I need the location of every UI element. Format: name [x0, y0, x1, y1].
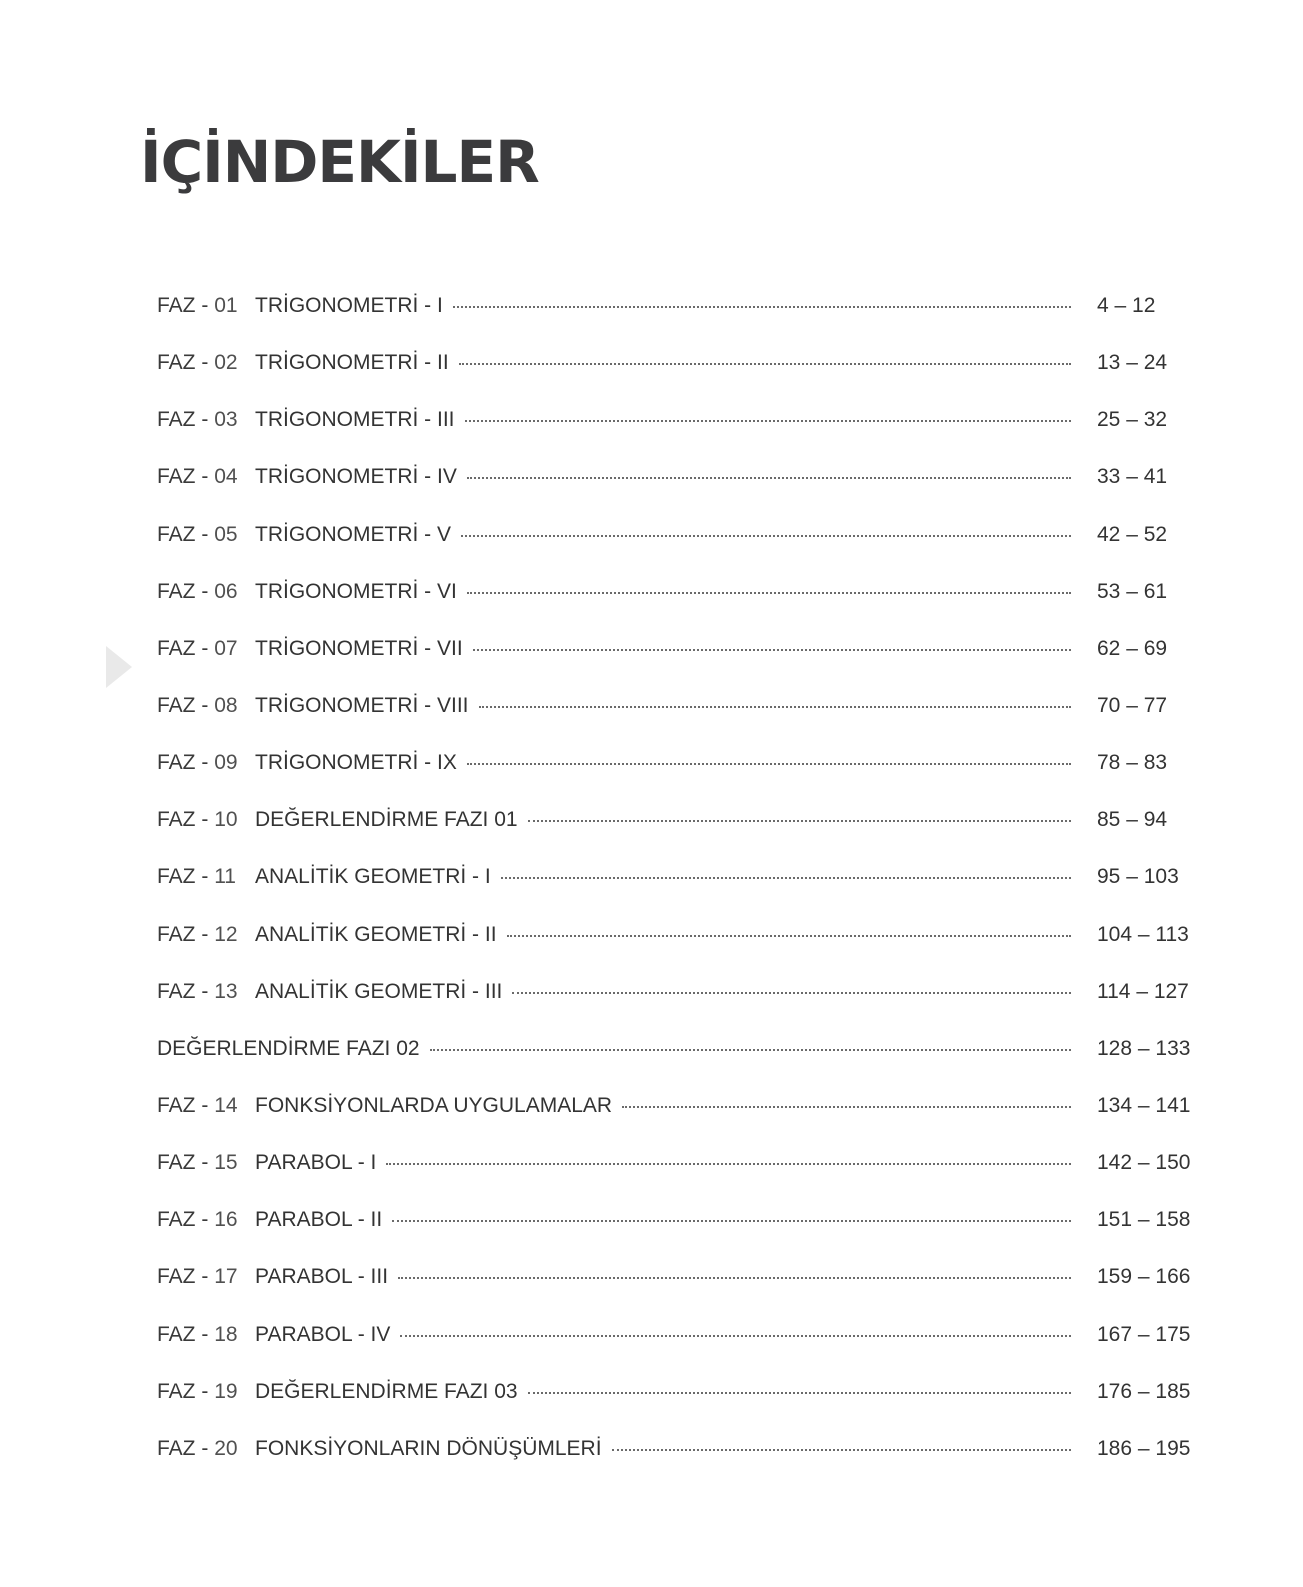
- entry-title: PARABOL - IV: [255, 1322, 391, 1346]
- phase-prefix: FAZ -: [157, 1379, 209, 1403]
- phase-label: [157, 855, 255, 899]
- page-range: 4 – 12: [1097, 294, 1156, 317]
- dot-leader: [430, 1049, 1071, 1051]
- dot-leader: [528, 820, 1071, 822]
- toc-entry[interactable]: [157, 398, 1197, 455]
- page-range: 13 – 24: [1097, 351, 1168, 375]
- dot-leader: [459, 363, 1071, 365]
- page-range: 85 – 94: [1097, 808, 1168, 832]
- entry-title: PARABOL - III: [255, 1265, 389, 1289]
- phase-prefix: FAZ -: [157, 522, 209, 546]
- phase-prefix: FAZ -: [157, 465, 209, 489]
- dot-leader: [622, 1106, 1071, 1108]
- phase-label: [157, 1255, 255, 1299]
- toc-entry[interactable]: [157, 455, 1197, 512]
- page-range: 42 – 52: [1097, 522, 1168, 546]
- phase-number: 07: [214, 636, 238, 660]
- phase-prefix: FAZ -: [157, 979, 209, 1003]
- toc-entry[interactable]: [157, 913, 1197, 970]
- phase-label: [157, 284, 255, 328]
- toc-entry[interactable]: [157, 684, 1197, 741]
- phase-prefix: FAZ -: [157, 751, 209, 775]
- phase-number: 20: [214, 1436, 238, 1460]
- page-range: 25 – 32: [1097, 408, 1168, 432]
- phase-label: [157, 1370, 255, 1414]
- phase-label: [157, 627, 255, 671]
- page-range: 114 – 127: [1097, 979, 1189, 1003]
- toc-entry[interactable]: [157, 1027, 1197, 1084]
- phase-label: [157, 398, 255, 442]
- phase-label: [157, 741, 255, 785]
- dot-leader: [467, 592, 1071, 594]
- phase-number: 18: [214, 1322, 238, 1346]
- entry-title: TRİGONOMETRİ - VIII: [255, 693, 469, 717]
- entry-title: DEĞERLENDİRME FAZI 01: [255, 808, 518, 832]
- phase-number: 14: [214, 1093, 238, 1117]
- dot-leader: [612, 1449, 1071, 1451]
- dot-leader: [392, 1220, 1071, 1222]
- phase-label: [157, 455, 255, 499]
- phase-label: [157, 913, 255, 957]
- phase-prefix: FAZ -: [157, 922, 209, 946]
- dot-leader: [465, 420, 1072, 422]
- entry-title: ANALİTİK GEOMETRİ - I: [255, 865, 491, 889]
- entry-title: ANALİTİK GEOMETRİ - III: [255, 979, 503, 1003]
- phase-prefix: FAZ -: [157, 865, 209, 889]
- phase-number: 02: [214, 351, 238, 375]
- page-title: İÇİNDEKİLER: [140, 128, 539, 196]
- phase-label: [157, 1313, 255, 1357]
- page-range: 70 – 77: [1097, 693, 1168, 717]
- phase-number: 04: [214, 465, 238, 489]
- entry-title: PARABOL - II: [255, 1208, 383, 1232]
- phase-prefix: FAZ -: [157, 1322, 209, 1346]
- page-range: 53 – 61: [1097, 579, 1168, 603]
- dot-leader: [528, 1392, 1071, 1394]
- toc-entry[interactable]: [157, 1255, 1197, 1312]
- page-range: 128 – 133: [1097, 1036, 1191, 1060]
- dot-leader: [398, 1277, 1071, 1279]
- phase-prefix: FAZ -: [157, 1436, 209, 1460]
- toc-entry[interactable]: [157, 1198, 1197, 1255]
- phase-label: [157, 684, 255, 728]
- dot-leader: [507, 935, 1071, 937]
- entry-title: TRİGONOMETRİ - IX: [255, 751, 457, 775]
- phase-prefix: FAZ -: [157, 351, 209, 375]
- toc-entry[interactable]: [157, 855, 1197, 912]
- toc-entry[interactable]: [157, 513, 1197, 570]
- dot-leader: [461, 535, 1071, 537]
- phase-prefix: FAZ -: [157, 1151, 209, 1175]
- phase-label: [157, 1084, 255, 1128]
- phase-number: 01: [214, 294, 238, 317]
- page-range: 142 – 150: [1097, 1151, 1191, 1175]
- page-range: 33 – 41: [1097, 465, 1168, 489]
- page-range: 104 – 113: [1097, 922, 1189, 946]
- phase-number: 11: [214, 865, 236, 889]
- page-range: 159 – 166: [1097, 1265, 1191, 1289]
- entry-title: FONKSİYONLARDA UYGULAMALAR: [255, 1093, 613, 1117]
- entry-title: TRİGONOMETRİ - II: [255, 351, 449, 375]
- phase-prefix: FAZ -: [157, 408, 209, 432]
- phase-label: [157, 1198, 255, 1242]
- phase-prefix: FAZ -: [157, 693, 209, 717]
- phase-label: [157, 1141, 255, 1185]
- phase-prefix: FAZ -: [157, 1265, 209, 1289]
- dot-leader: [467, 763, 1071, 765]
- toc-entry[interactable]: [157, 970, 1197, 1027]
- entry-title: TRİGONOMETRİ - IV: [255, 465, 457, 489]
- phase-number: 10: [214, 808, 238, 832]
- entry-title: TRİGONOMETRİ - I: [255, 294, 443, 317]
- phase-label: [157, 970, 255, 1014]
- page-range: 176 – 185: [1097, 1379, 1191, 1403]
- toc-entry[interactable]: [157, 341, 1197, 398]
- phase-prefix: FAZ -: [157, 294, 209, 317]
- toc-entry[interactable]: [157, 1313, 1197, 1370]
- phase-number: 12: [214, 922, 238, 946]
- toc-entry[interactable]: [157, 627, 1197, 684]
- phase-number: 17: [214, 1265, 238, 1289]
- page-range: 186 – 195: [1097, 1436, 1191, 1460]
- page-range: 78 – 83: [1097, 751, 1168, 775]
- entry-title: ANALİTİK GEOMETRİ - II: [255, 922, 497, 946]
- entry-title: TRİGONOMETRİ - VII: [255, 636, 463, 660]
- phase-prefix: FAZ -: [157, 1208, 209, 1232]
- phase-number: 03: [214, 408, 238, 432]
- page-range: 95 – 103: [1097, 865, 1179, 889]
- page-range: 62 – 69: [1097, 636, 1168, 660]
- phase-label: [157, 798, 255, 842]
- entry-title: PARABOL - I: [255, 1151, 377, 1175]
- page-range: 134 – 141: [1097, 1093, 1191, 1117]
- phase-label: [157, 513, 255, 557]
- phase-number: 08: [214, 693, 238, 717]
- entry-title: TRİGONOMETRİ - VI: [255, 579, 457, 603]
- phase-label: [157, 341, 255, 385]
- dot-leader: [512, 992, 1071, 994]
- dot-leader: [467, 477, 1071, 479]
- toc-entry[interactable]: [157, 1141, 1197, 1198]
- toc-entry[interactable]: [157, 1427, 1197, 1484]
- toc-entry[interactable]: [157, 1084, 1197, 1141]
- phase-number: 05: [214, 522, 238, 546]
- phase-prefix: FAZ -: [157, 579, 209, 603]
- phase-label: [157, 570, 255, 614]
- phase-number: 09: [214, 751, 238, 775]
- dot-leader: [479, 706, 1072, 708]
- entry-title: DEĞERLENDİRME FAZI 02: [157, 1036, 420, 1060]
- phase-label: [157, 1427, 255, 1471]
- table-of-contents: [157, 284, 1197, 1484]
- dot-leader: [386, 1163, 1071, 1165]
- phase-prefix: FAZ -: [157, 636, 209, 660]
- side-triangle-mark: [106, 646, 132, 688]
- phase-number: 13: [214, 979, 238, 1003]
- dot-leader: [501, 877, 1071, 879]
- page-range: 167 – 175: [1097, 1322, 1191, 1346]
- dot-leader: [400, 1335, 1071, 1337]
- phase-number: 16: [214, 1208, 238, 1232]
- dot-leader: [453, 306, 1071, 308]
- entry-title: DEĞERLENDİRME FAZI 03: [255, 1379, 518, 1403]
- phase-number: 06: [214, 579, 238, 603]
- phase-prefix: FAZ -: [157, 1093, 209, 1117]
- entry-title: FONKSİYONLARIN DÖNÜŞÜMLERİ: [255, 1436, 602, 1460]
- phase-number: 15: [214, 1151, 238, 1175]
- page-range: 151 – 158: [1097, 1208, 1191, 1232]
- toc-entry[interactable]: [157, 284, 1197, 341]
- toc-entry[interactable]: [157, 1370, 1197, 1427]
- phase-number: 19: [214, 1379, 238, 1403]
- entry-title: TRİGONOMETRİ - V: [255, 522, 451, 546]
- entry-title: TRİGONOMETRİ - III: [255, 408, 455, 432]
- dot-leader: [473, 649, 1071, 651]
- toc-entry[interactable]: [157, 741, 1197, 798]
- toc-entry[interactable]: [157, 570, 1197, 627]
- toc-entry[interactable]: [157, 798, 1197, 855]
- phase-prefix: FAZ -: [157, 808, 209, 832]
